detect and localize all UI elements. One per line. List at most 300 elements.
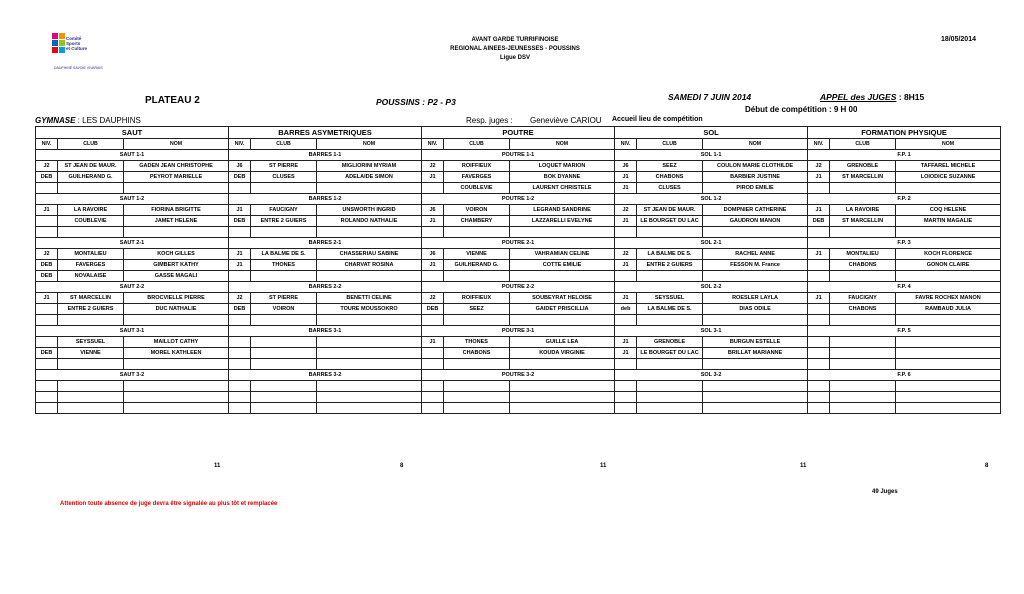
club-cell [58,403,124,414]
name-cell [896,359,1001,370]
club-cell: LA RAVOIRE [58,205,124,216]
name-cell: LEGRAND SANDRINE [510,205,615,216]
club-cell: MONTALIEU [830,249,896,260]
name-cell [124,403,229,414]
level-cell: J1 [808,249,830,260]
rotation-label: POUTRE 3-1 [422,326,615,337]
name-cell [896,271,1001,282]
category-title: POUSSINS : P2 - P3 [376,97,456,107]
table-row [36,260,1001,271]
judges-count-row [0,463,1024,473]
rotation-label: SOL 2-1 [615,238,808,249]
apparatus-header-row [36,127,1001,139]
level-cell [229,359,251,370]
name-cell: MIGLIORINI MYRIAM [317,161,422,172]
club-cell [58,315,124,326]
apparatus-judge-count: 8 [985,463,989,469]
level-cell: J6 [615,161,637,172]
level-cell [36,183,58,194]
level-cell: deb [615,304,637,315]
level-cell [808,392,830,403]
club-cell [830,183,896,194]
header-line: Ligue DSV [499,55,530,61]
level-cell: J1 [615,216,637,227]
name-cell: ADELAIDE SIMON [317,172,422,183]
club-cell [830,348,896,359]
header-line: AVANT GARDE TURRIFINOISE [471,37,559,43]
logo-square [59,40,65,46]
level-cell [36,403,58,414]
club-cell [251,337,317,348]
level-cell [229,227,251,238]
level-cell: DEB [36,271,58,282]
club-cell [58,392,124,403]
rotation-label: SOL 3-1 [615,326,808,337]
club-cell [830,392,896,403]
club-cell [251,271,317,282]
competition-date: SAMEDI 7 JUIN 2014 [668,92,752,102]
apparatus-header: SAUT [36,127,229,139]
name-cell: DIAS ODILE [703,304,808,315]
rotation-label: F.P. 6 [808,370,1001,381]
club-cell [444,227,510,238]
rotation-label: SOL 2-2 [615,282,808,293]
table-row [36,359,1001,370]
level-cell: DEB [808,216,830,227]
name-cell [124,359,229,370]
level-cell: J1 [36,205,58,216]
table-row [36,348,1001,359]
table-row [36,183,1001,194]
rotation-label: BARRES 1-1 [229,150,422,161]
column-header: NIV. [229,139,251,150]
name-cell: GUILLE LEA [510,337,615,348]
table-row [36,337,1001,348]
name-cell [896,403,1001,414]
level-cell [229,315,251,326]
level-cell [229,183,251,194]
name-cell [317,337,422,348]
level-cell [808,183,830,194]
level-cell: J2 [36,249,58,260]
logo-square [59,47,65,53]
club-cell [251,227,317,238]
club-cell [637,315,703,326]
rotation-label: SAUT 1-1 [36,150,229,161]
level-cell: J1 [422,260,444,271]
name-cell: GASSE MAGALI [124,271,229,282]
level-cell: J1 [422,172,444,183]
name-cell: COULON MARIE CLOTHILDE [703,161,808,172]
rotation-label: BARRES 3-1 [229,326,422,337]
name-cell [124,315,229,326]
gymnasium-value: : LES DAUPHINS [75,116,141,125]
level-cell: J2 [422,293,444,304]
club-cell: COUBLEVIE [58,216,124,227]
rotation-label: SOL 1-1 [615,150,808,161]
club-cell: NOVALAISE [58,271,124,282]
level-cell [229,271,251,282]
level-cell: J1 [615,260,637,271]
name-cell [896,315,1001,326]
judges-call-label: APPEL des JUGES [820,92,897,102]
level-cell [36,381,58,392]
name-cell: GAUDRON MANON [703,216,808,227]
name-cell: ROESLER LAYLA [703,293,808,304]
name-cell [317,392,422,403]
club-cell [830,315,896,326]
level-cell: J1 [615,293,637,304]
club-cell [58,183,124,194]
rotation-label: POUTRE 2-2 [422,282,615,293]
club-cell: GUILHERAND G. [58,172,124,183]
name-cell: LOQUET MARION [510,161,615,172]
level-cell [36,216,58,227]
name-cell: RAMBAUD JULIA [896,304,1001,315]
name-cell [510,315,615,326]
level-cell [808,315,830,326]
club-cell [444,315,510,326]
club-cell [637,381,703,392]
level-cell: J1 [808,293,830,304]
level-cell: J2 [615,249,637,260]
level-cell [808,359,830,370]
level-cell [36,227,58,238]
level-cell [808,337,830,348]
level-cell [422,392,444,403]
level-cell [615,359,637,370]
name-cell [124,381,229,392]
warning-note: Attention toute absence de juge devra être signalée au plus tôt et remplacée [60,501,278,507]
level-cell [422,381,444,392]
club-cell: ST PIERRE [251,161,317,172]
column-header: NOM [703,139,808,150]
logo-square [52,40,58,46]
club-cell: GUILHERAND G. [444,260,510,271]
club-cell: ENTRE 2 GUIERS [58,304,124,315]
table-row [36,271,1001,282]
club-cell [444,392,510,403]
rotation-label: SAUT 2-1 [36,238,229,249]
name-cell: KOCH FLORENCE [896,249,1001,260]
club-cell: LA BALME DE S. [637,249,703,260]
level-cell [808,348,830,359]
club-cell [830,381,896,392]
logo-line: Sports [66,41,81,46]
level-cell: DEB [36,172,58,183]
name-cell: MOREL KATHLEEN [124,348,229,359]
name-cell [124,392,229,403]
club-cell: ROIFFIEUX [444,293,510,304]
name-cell: TAFFAREL MICHELE [896,161,1001,172]
name-cell: ROLANDO NATHALIE [317,216,422,227]
name-cell [317,359,422,370]
column-header: CLUB [251,139,317,150]
apparatus-header: POUTRE [422,127,615,139]
total-judges: 49 Juges [872,489,898,495]
name-cell [896,392,1001,403]
name-cell [124,227,229,238]
name-cell [896,227,1001,238]
column-header: NOM [510,139,615,150]
column-header: NIV. [36,139,58,150]
level-cell [808,271,830,282]
level-cell [422,359,444,370]
header-date: 18/05/2014 [940,36,976,43]
club-cell [58,381,124,392]
level-cell: J2 [36,161,58,172]
name-cell: PEYROT MARIELLE [124,172,229,183]
level-cell: J1 [615,348,637,359]
rotation-label: POUTRE 2-1 [422,238,615,249]
club-cell: SEYSSUEL [58,337,124,348]
club-cell: ST JEAN DE MAUR. [637,205,703,216]
column-header: CLUB [58,139,124,150]
club-cell [251,348,317,359]
name-cell: SOUBEYRAT HELOISE [510,293,615,304]
name-cell [317,381,422,392]
club-cell [830,337,896,348]
level-cell [808,304,830,315]
club-cell: ST MARCELLIN [830,216,896,227]
club-cell [444,271,510,282]
club-cell [637,403,703,414]
name-cell [510,381,615,392]
name-cell [510,271,615,282]
name-cell [317,227,422,238]
name-cell: BARBIER JUSTINE [703,172,808,183]
table-row [36,161,1001,172]
apparatus-judge-count: 11 [800,463,807,469]
judges-manager-name: Geneviève CARIOU [530,116,602,125]
level-cell [36,315,58,326]
level-cell: J2 [229,293,251,304]
club-cell: CHAMBERY [444,216,510,227]
club-cell [637,359,703,370]
club-cell: CHABONS [637,172,703,183]
name-cell [896,183,1001,194]
club-cell: ROIFFIEUX [444,161,510,172]
table-row [36,227,1001,238]
level-cell: J1 [229,249,251,260]
level-cell [229,348,251,359]
name-cell: KOCH GILLES [124,249,229,260]
level-cell [422,271,444,282]
club-cell [830,403,896,414]
club-cell: CLUSES [637,183,703,194]
rotation-label: F.P. 4 [808,282,1001,293]
logo [52,33,122,77]
club-cell: LA RAVOIRE [830,205,896,216]
level-cell: J2 [615,205,637,216]
name-cell: DUC NATHALIE [124,304,229,315]
club-cell: FAUCIGNY [830,293,896,304]
judges-manager-label: Resp. juges : [466,116,513,125]
rotation-label-row [36,194,1001,205]
club-cell: SEYSSUEL [637,293,703,304]
level-cell [615,381,637,392]
rotation-label: POUTRE 3-2 [422,370,615,381]
club-cell [251,403,317,414]
name-cell [703,403,808,414]
name-cell: CHARVAT ROSINA [317,260,422,271]
plateau-title: PLATEAU 2 [145,95,200,106]
club-cell: FAUCIGNY [251,205,317,216]
table-row [36,216,1001,227]
name-cell: BOK DYANNE [510,172,615,183]
level-cell: J1 [615,183,637,194]
table-row [36,205,1001,216]
level-cell [808,403,830,414]
logo-subtitle: DAUPHINÉ SAVOIE VIVARAIS [54,66,103,70]
name-cell: DOMPNIER CATHERINE [703,205,808,216]
name-cell: BROCVIELLE PIERRE [124,293,229,304]
column-header: NOM [896,139,1001,150]
level-cell [36,359,58,370]
level-cell [808,260,830,271]
rotation-label: SAUT 3-1 [36,326,229,337]
name-cell [124,183,229,194]
name-cell: JAMET HELENE [124,216,229,227]
name-cell: BURGUN ESTELLE [703,337,808,348]
club-cell: VIENNE [58,348,124,359]
name-cell [703,271,808,282]
club-cell [637,392,703,403]
table-row [36,249,1001,260]
club-cell [251,359,317,370]
level-cell: DEB [229,216,251,227]
apparatus-judge-count: 11 [214,463,221,469]
club-cell: THONES [444,337,510,348]
level-cell [36,304,58,315]
club-cell: MONTALIEU [58,249,124,260]
club-cell [251,381,317,392]
club-cell: COUBLEVIE [444,183,510,194]
rotation-label-row [36,326,1001,337]
level-cell: DEB [229,172,251,183]
name-cell [896,337,1001,348]
level-cell: J1 [229,260,251,271]
name-cell [896,381,1001,392]
apparatus-header: SOL [615,127,808,139]
club-cell [444,381,510,392]
level-cell [808,227,830,238]
club-cell [251,392,317,403]
table-row [36,304,1001,315]
logo-line: Comité [66,36,82,41]
club-cell [637,227,703,238]
name-cell [703,227,808,238]
name-cell [317,403,422,414]
level-cell [615,315,637,326]
header-center [380,36,650,63]
name-cell: TOURE MOUSSOKRO [317,304,422,315]
club-cell [830,227,896,238]
club-cell: LA BALME DE S. [637,304,703,315]
club-cell [830,359,896,370]
level-cell [615,227,637,238]
rotation-label: BARRES 2-2 [229,282,422,293]
club-cell: CHABONS [444,348,510,359]
rotation-label: SOL 3-2 [615,370,808,381]
apparatus-header: BARRES ASYMETRIQUES [229,127,422,139]
club-cell: VIENNE [444,249,510,260]
level-cell: J1 [422,216,444,227]
club-cell [830,271,896,282]
name-cell: FAVRE ROCHEX MANON [896,293,1001,304]
level-cell [229,337,251,348]
club-cell: GRENOBLE [830,161,896,172]
level-cell: J1 [615,337,637,348]
level-cell [422,403,444,414]
name-cell: GIMBERT KATHY [124,260,229,271]
club-cell: LA BALME DE S. [251,249,317,260]
club-cell: ST MARCELLIN [830,172,896,183]
rotation-label: SAUT 3-2 [36,370,229,381]
club-cell: FAVERGES [444,172,510,183]
club-cell: LE BOURGET DU LAC [637,348,703,359]
venue-reception: Accueil lieu de compétition [612,116,703,123]
rotation-label: F.P. 1 [808,150,1001,161]
column-header: NOM [317,139,422,150]
logo-square [59,33,65,39]
club-cell: VOIRON [251,304,317,315]
name-cell [510,227,615,238]
club-cell [58,359,124,370]
name-cell: GONON CLAIRE [896,260,1001,271]
name-cell: MARTIN MAGALIE [896,216,1001,227]
name-cell: LAZZARELLI EVELYNE [510,216,615,227]
name-cell: FESSON M. France [703,260,808,271]
level-cell: J6 [229,161,251,172]
club-cell [444,403,510,414]
logo-square [52,47,58,53]
name-cell [317,271,422,282]
gymnasium-label: GYMNASE [35,116,76,125]
name-cell [317,315,422,326]
name-cell: UNSWORTH INGRID [317,205,422,216]
judges-call [820,92,924,102]
level-cell [422,315,444,326]
club-cell: GRENOBLE [637,337,703,348]
level-cell [615,392,637,403]
club-cell: CLUSES [251,172,317,183]
rotation-label-row [36,370,1001,381]
club-cell: ST PIERRE [251,293,317,304]
rotation-label: POUTRE 1-2 [422,194,615,205]
level-cell: J6 [422,249,444,260]
rotation-label-row [36,238,1001,249]
level-cell: J2 [808,161,830,172]
level-cell [36,337,58,348]
column-header: NIV. [615,139,637,150]
level-cell [808,381,830,392]
club-cell [444,359,510,370]
apparatus-judge-count: 11 [600,463,607,469]
rotation-label: F.P. 5 [808,326,1001,337]
level-cell: DEB [229,304,251,315]
rotation-label: SOL 1-2 [615,194,808,205]
club-cell: ENTRE 2 GUIERS [637,260,703,271]
header-line: REGIONAL AINEES-JEUNESSES - POUSSINS [450,46,580,52]
club-cell: ST JEAN DE MAUR. [58,161,124,172]
name-cell: LOIODICE SUZANNE [896,172,1001,183]
name-cell [510,403,615,414]
level-cell: J1 [808,172,830,183]
column-header: CLUB [830,139,896,150]
level-cell: J1 [615,172,637,183]
name-cell [896,348,1001,359]
